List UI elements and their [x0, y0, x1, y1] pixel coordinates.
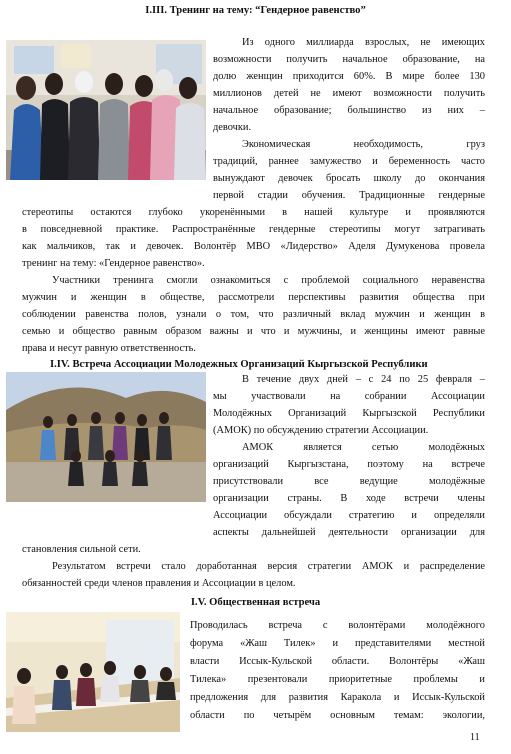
training-group-photo	[6, 40, 206, 180]
section-heading-public-meeting: I.V. Общественная встреча	[190, 597, 321, 608]
document-page: I.III. Тренинг на тему: “Гендерное равенство” Из одного миллиарда взрослых, не имеющих возможности получить начальное образование, на долю женщин приходится 60%. В мире более 130 миллионов детей не имеют возможности получить начальное образование; большинство из них – девочки. Экономическая необходимость, груз традиций, раннее замужество и беременность часто вынуждают девочек бросать школу до окончания первой стадии обучения. Традиционные гендерные стереотипы остаются глубоко укоренёнными в нашей культуре и проявляются в повседневной практике. Распространённые гендерные стереотипы могут затрагивать как мальчиков, так и девочек. Волонтёр МВО «Лидерство» Аделя Думукенова провела тренинг на тему: «Гендерное равенство». Участники тренинга смогли ознакомиться с проблемой социального неравенства мужчин и женщин в обществе, рассмотрели перспективы развития общества при соблюдении равенства полов, узнали о том, что различный вклад мужчин и женщин в семью и общество равным образом важны и что и мужчины, и женщины имеют равные права и несут равную ответственность. I.IV. Встреча Ассоциации Молодежных Организаций Кыргызской Республики В течение двух дней – с 24 по 25 февраля – мы участвовали на собрании Ассоциации Молодёжных Организаций Кыргызской Республики (АМОК) по обсуждению стратегии Ассоциации. АМОК является сетью молодёжных организаций Кыргызстана, поэтому на встрече присутствовали все ведущие молодёжные организации страны. В ходе встречи члены Ассоциации обсуждали стратегию и определяли аспекты дальнейшей деятельности организации для становления сильной сети. Результатом встречи стало доработанная версия стратегии АМОК и распределение обязанностей среди членов правления и Ассоциации в целом. I.V. Общественная встреча Проводилась встреча с волонтёрами молодёжного форума «Жаш Тилек» и представителями местной власти Иссык-Кульской области. Волонтёры «Жаш Тилека» презентовали приоритетные проблемы и предложения для развития Каракола и Иссык-Кульской области по четырём основным темам: экологии, 11	[0, 0, 511, 754]
section-heading-gender-training: I.III. Тренинг на тему: “Гендерное равенство”	[145, 5, 366, 16]
public-meeting-photo	[6, 612, 180, 732]
section-heading-amok-meeting: I.IV. Встреча Ассоциации Молодежных Организаций Кыргызской Республики	[50, 359, 428, 370]
amok-meeting-photo	[6, 372, 206, 502]
page-number: 11	[470, 732, 480, 743]
